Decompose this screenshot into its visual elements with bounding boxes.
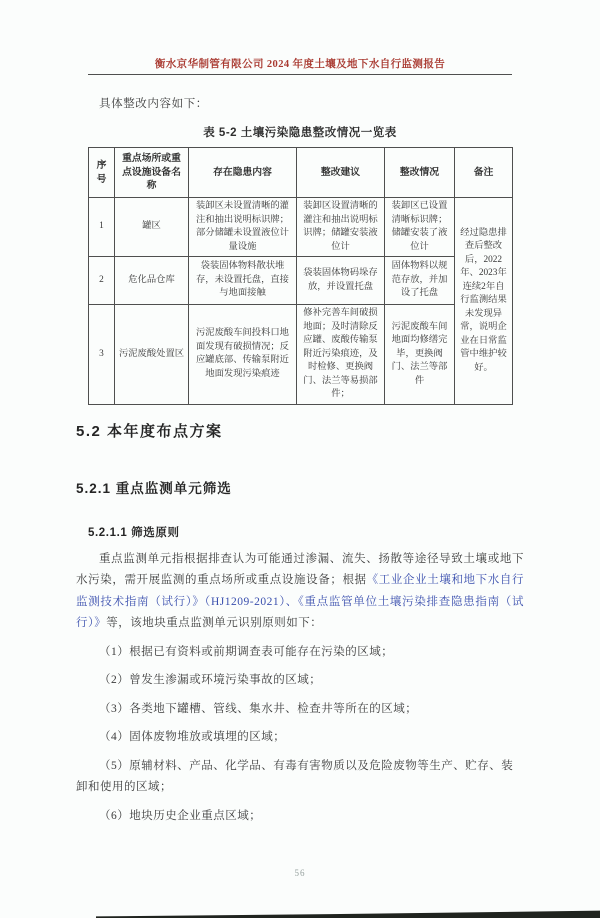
serial-cell: 1 — [89, 198, 115, 257]
suggestion-cell: 袋装固体物码垛存放，并设置托盘 — [297, 257, 385, 305]
list-item: （3）各类地下罐槽、管线、集水井、检查井等所在的区域； — [99, 702, 418, 715]
suggestion-cell: 修补完善车间破损地面；及时清除反应罐、废酸传输泵附近污染痕迹，及时检修、更换阀门、法兰等易损部件； — [297, 305, 385, 405]
table-title: 表 5-2 土壤污染隐患整改情况一览表 — [203, 127, 397, 139]
list-item: （2）曾发生渗漏或环境污染事故的区域； — [99, 674, 322, 686]
header-suggestion: 整改建议 — [297, 148, 385, 198]
list-item: （5）原辅材料、产品、化学品、有毒有害物质以及危险废物等生产、贮存、装卸和使用的区域； — [76, 759, 514, 793]
section-heading-5-2-1: 5.2.1 重点监测单元筛选 — [76, 480, 232, 496]
status-cell: 装卸区已设置清晰标识牌；储罐安装了液位计 — [385, 198, 455, 257]
table-row — [89, 198, 513, 257]
scan-edge-shadow — [0, 910, 600, 918]
principles-list — [76, 642, 524, 828]
section-heading-5-2: 5.2 本年度布点方案 — [76, 422, 223, 440]
site-cell: 危化品仓库 — [115, 257, 189, 305]
section-heading-5-2-1-1: 5.2.1.1 筛选原则 — [88, 526, 180, 539]
site-cell: 污泥废酸处置区 — [115, 305, 189, 405]
serial-cell: 2 — [89, 257, 115, 305]
table-row — [89, 257, 513, 305]
list-item: （1）根据已有资料或前期调查表可能存在污染的区域； — [99, 645, 394, 658]
header-serial: 序号 — [89, 148, 115, 198]
guideline-references: 《工业企业土壤和地下水自行监测技术指南（试行）》（HJ1209-2021）、《重点监管单位土壤污染排查隐患指南（试行）》 — [76, 574, 525, 629]
paragraph-text-part2: 等，该地块重点监测单元识别原则如下： — [106, 617, 323, 629]
table-header-row — [89, 148, 513, 198]
remediation-table — [88, 147, 513, 405]
remark-cell: 经过隐患排查后整改后，2022年、2023年连续2年自行监测结果未发现异常，说明企业在日常监管中维护较好。 — [455, 198, 513, 405]
serial-cell: 3 — [89, 305, 115, 405]
screening-principles-paragraph — [76, 549, 524, 635]
header-hazard: 存在隐患内容 — [189, 148, 297, 198]
hazard-cell: 污泥废酸车间投料口地面发现有破损情况；反应罐底部、传输泵附近地面发现污染痕迹 — [189, 305, 297, 405]
header-status: 整改情况 — [385, 148, 455, 198]
suggestion-cell: 装卸区设置清晰的灌注和抽出说明标识牌；储罐安装液位计 — [297, 198, 385, 257]
list-item: （4）固体废物堆放或填埋的区域； — [99, 731, 286, 743]
header-remark: 备注 — [455, 148, 513, 198]
intro-text: 具体整改内容如下： — [99, 98, 208, 110]
header-site: 重点场所或重点设施设备名称 — [115, 148, 189, 198]
document-page — [0, 56, 600, 827]
running-header: 衡水京华制管有限公司 2024 年度土壤及地下水自行监测报告 — [154, 59, 446, 70]
status-cell: 固体物料以规范存放，并加设了托盘 — [385, 257, 455, 305]
page-number: 56 — [294, 868, 306, 878]
hazard-cell: 装卸区未设置清晰的灌注和抽出说明标识牌；部分储罐未设置液位计量设施 — [189, 198, 297, 257]
paragraph-text-part1: 重点监测单元指根据排查认为可能通过渗漏、流失、扬散等途径导致土壤或地下水污染，需开展监测的重点场所或重点设施设备；根据 — [76, 552, 524, 586]
site-cell: 罐区 — [115, 198, 189, 257]
hazard-cell: 袋装固体物料散状堆存，未设置托盘，直接与地面接触 — [189, 257, 297, 305]
list-item: （6）地块历史企业重点区域； — [99, 809, 262, 822]
status-cell: 污泥废酸车间地面均修缮完毕，更换阀门、法兰等部件 — [385, 305, 455, 405]
header-rule — [88, 74, 512, 75]
table-row — [89, 305, 513, 405]
